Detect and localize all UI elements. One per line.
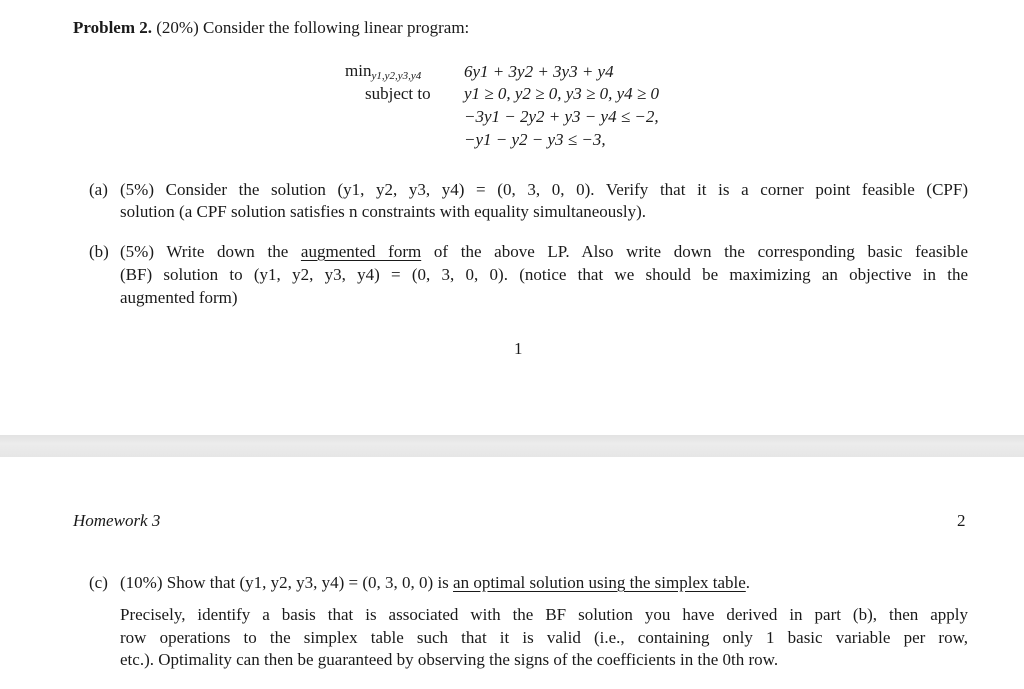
part-c-para2-line1: Precisely, identify a basis that is associated with the BF solution you have derived in part (b), then apply [120,605,968,624]
lp-objective: 6y1 + 3y2 + 3y3 + y4 [464,62,614,81]
problem-intro: Consider the following linear program: [203,18,470,37]
part-c-label: (c) [89,573,108,592]
page-2 [0,457,1024,689]
page-number-2: 2 [957,511,966,530]
page-separator [0,435,1024,457]
part-b-line3: augmented form) [120,288,238,307]
lp-constraint-2: −y1 − y2 − y3 ≤ −3, [464,130,606,149]
augmented-form-underlined: augmented form [300,242,422,261]
part-c-line1: (10%) Show that (y1, y2, y3, y4) = (0, 3, 0, 0) is an optimal solution using the simplex table. [120,573,751,592]
part-a-line1: (5%) Consider the solution (y1, y2, y3, y4) = (0, 3, 0, 0). Verify that it is a corner point feasible (CPF) [120,180,968,199]
page-number-1: 1 [514,339,523,358]
problem-label: Problem 2. [73,18,153,37]
part-b-line1: (5%) Write down the augmented form of the above LP. Also write down the corresponding basic feasible [120,242,968,261]
part-a-line2: solution (a CPF solution satisfies n constraints with equality simultaneously). [120,202,647,221]
lp-constraint-nonneg: y1 ≥ 0, y2 ≥ 0, y3 ≥ 0, y4 ≥ 0 [464,84,660,103]
lp-subject-to: subject to [365,84,431,103]
part-c-para2-line3: etc.). Optimality can then be guaranteed by observing the signs of the coefficients in the 0th row. [120,650,779,669]
part-b-label: (b) [89,242,109,261]
header-title: Homework 3 [73,511,161,530]
problem-heading [73,17,469,39]
optimal-solution-underlined: an optimal solution using the simplex table [453,573,746,592]
lp-constraint-1: −3y1 − 2y2 + y3 − y4 ≤ −2, [464,107,659,126]
part-c-para2-line2: row operations to the simplex table such that it is valid (i.e., containing only 1 basic variable per row, [120,628,968,647]
part-b-line2: (BF) solution to (y1, y2, y3, y4) = (0, 3, 0, 0). (notice that we should be maximizing an objective in the [120,265,968,284]
problem-weight: (20%) [156,18,199,37]
part-a-label: (a) [89,180,108,199]
lp-min-operator: $\min_{y1,y2,y3,y4}$ [345,61,422,82]
